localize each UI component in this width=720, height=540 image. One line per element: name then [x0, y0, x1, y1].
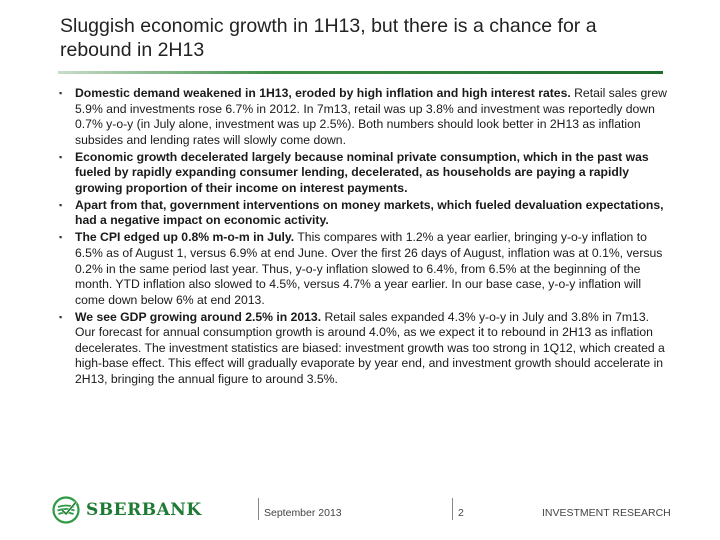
bullet-body-text: Retail sales grew 5.9% and investments rose 6.7% in 2012. In 7m13, retail was up 3.8% and investment was reportedly down 0.7% y-o-y (in July alone, investment was up 2.5%). Both numbers should look better in 2H13 as inflation subsides and lending rates will slowly come down.: [75, 86, 667, 147]
slide-footer: [0, 492, 720, 532]
bullet-item: [58, 230, 670, 308]
bullet-body-text: This compares with 1.2% a year earlier, bringing y-o-y inflation to 6.5% as of August 1, versus 6.9% at end June. Over the first 26 days of August, inflation was at 0.1%, versus 0.2% in the same period last year. Thus, y-o-y inflation slowed to 6.4%, from 6.5% at the beginning of the month. YTD inflation also slowed to 4.5%, versus 4.7% a year earlier. In our base case, y-o-y inflation will come down below 6% at end 2013.: [75, 230, 663, 307]
footer-date: September 2013: [264, 507, 342, 519]
bullet-list: [58, 86, 670, 389]
bullet-item: [58, 86, 670, 148]
sberbank-logo: [52, 496, 202, 524]
bullet-marker-icon: ▪: [59, 151, 63, 162]
bullet-bold-text: We see GDP growing around 2.5% in 2013.: [75, 309, 322, 324]
bullet-marker-icon: ▪: [59, 88, 63, 98]
bullet-body-text: Retail sales expanded 4.3% y-o-y in July and 3.8% in 7m13. Our forecast for annual consumption growth is around 4.0%, as we expect it to rebound in 2H13 as inflation decelerates. The investment statistics are biased: investment growth was too strong in 1Q12, which created a high-base effect. This effect will gradually evaporate by year end, and investment growth should accelerate in 2H13, bringing the annual figure to around 3.5%.: [75, 309, 665, 386]
bullet-item: [58, 198, 670, 229]
footer-department: INVESTMENT RESEARCH: [542, 507, 671, 519]
sberbank-emblem-icon: [52, 496, 80, 524]
bullet-bold-text: Economic growth decelerated largely because nominal private consumption, which in the past was fueled by rapidly expanding consumer lending, decelerated, as households are paying a rapidly growing proportion of their income on interest payments.: [75, 149, 649, 195]
title-divider: [58, 71, 663, 74]
bullet-item: [58, 310, 670, 388]
footer-separator: [258, 498, 259, 520]
bullet-bold-text: The CPI edged up 0.8% m-o-m in July.: [75, 230, 295, 245]
bullet-marker-icon: ▪: [59, 199, 63, 210]
bullet-bold-text: Domestic demand weakened in 1H13, eroded by high inflation and high interest rates.: [75, 86, 571, 100]
slide-title: Sluggish economic growth in 1H13, but there is a chance for a rebound in 2H13: [60, 15, 597, 61]
bullet-marker-icon: ▪: [59, 311, 63, 322]
bullet-marker-icon: ▪: [59, 232, 63, 243]
bullet-bold-text: Apart from that, government interventions on money markets, which fueled devaluation expectations, had a negative impact on economic activity.: [75, 197, 664, 228]
logo-wordmark: SBERBANK: [86, 500, 202, 520]
page-number: 2: [458, 507, 464, 519]
bullet-item: [58, 150, 670, 197]
footer-separator: [452, 498, 453, 520]
